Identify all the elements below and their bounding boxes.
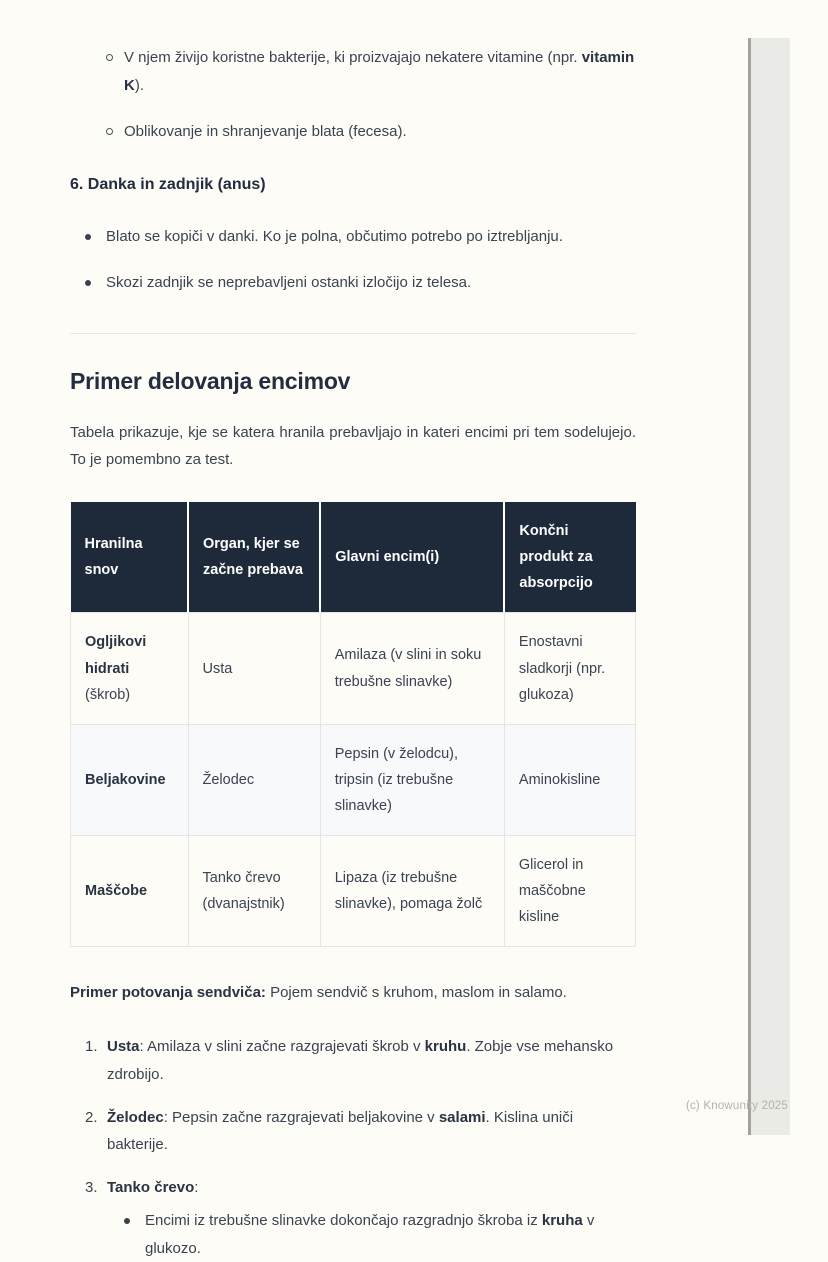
text-segment: Želodec [107,1108,164,1126]
table-header-cell: Organ, kjer se začne prebava [188,502,320,613]
enzymes-table [70,502,636,947]
text-segment: Maščobe [85,883,148,900]
table-row [71,835,636,946]
large-intestine-functions-list [70,44,636,145]
text-segment: Pepsin (v želodcu), tripsin (iz trebušne slinavke) [334,745,459,814]
nested-bullet-list [107,1207,636,1262]
list-item-text [124,118,636,146]
list-item [85,1174,636,1262]
table-header-cell: Glavni encim(i) [320,502,504,613]
table-cell [320,613,504,724]
table-intro-paragraph: Tabela prikazuje, kje se katera hranila prebavljajo in kateri encimi pri tem sodelujejo. To je pomembno za test. [70,423,636,469]
text-segment: v glukozo. [145,1211,595,1257]
list-number: 1. [85,1038,98,1056]
text-segment: Amilaza (v slini in soku trebušne slinavke) [334,647,482,690]
table-cell [188,835,320,946]
text-segment: Aminokisline [518,771,601,788]
text-segment: Enostavni sladkorji (npr. glukoza) [518,634,606,703]
list-item [106,118,636,146]
text-segment: kruha [541,1211,583,1229]
list-item [124,1207,636,1262]
text-segment: V njem živijo koristne bakterije, ki proizvajajo nekatere vitamine (npr. [124,49,582,66]
table-cell [188,613,320,724]
list-item-text [145,1207,636,1262]
list-item [85,1104,636,1160]
text-segment: Skozi zadnjik se neprebavljeni ostanki izločijo iz telesa. [106,274,472,291]
scrollbar-track[interactable] [748,38,790,1135]
enzymes-section-title: Primer delovanja encimov [70,367,351,394]
circle-bullet-icon [106,54,113,61]
table-cell [71,613,189,724]
table-cell [504,835,635,946]
section-divider [70,333,636,334]
list-item [85,1033,636,1089]
list-item-text [106,223,636,251]
document-content [70,0,636,1262]
text-segment: : [194,1179,199,1197]
disc-bullet-icon [85,280,91,286]
list-item-text [107,1033,636,1089]
text-segment: (škrob) [85,686,131,703]
disc-bullet-icon [85,234,91,240]
text-segment: Pojem sendvič s kruhom, maslom in salamo. [265,984,567,1002]
table-row [71,724,636,835]
table-cell [188,724,320,835]
text-segment: . Zobje vse mehansko zdrobijo. [107,1038,614,1083]
text-segment: kruhu [424,1038,467,1056]
text-segment: : Pepsin začne razgrajevati beljakovine v [163,1108,439,1126]
text-segment: Beljakovine [85,771,166,788]
list-number: 2. [85,1108,98,1126]
list-item-text [107,1104,636,1160]
text-segment: salami [438,1108,486,1126]
text-segment: : Amilaza v slini začne razgrajevati škrob v [139,1038,425,1056]
section-6-bullet-list [70,223,636,297]
section-6-heading: 6. Danka in zadnjik (anus) [70,176,266,194]
text-segment: Tanko črevo (dvanajstnik) [202,870,285,913]
text-segment: Ogljikovi hidrati [85,634,147,677]
text-segment: Želodec [202,771,255,788]
list-item [85,223,636,251]
table-cell [320,835,504,946]
disc-bullet-icon [124,1218,130,1224]
list-item [85,269,636,297]
text-segment: Usta [202,660,233,677]
text-segment: Usta [107,1038,140,1056]
list-item-text [124,44,636,100]
table-header-cell: Hranilna snov [71,502,189,613]
list-item-text [107,1174,636,1262]
table-cell [504,613,635,724]
table-body [71,613,636,947]
text-segment: Tanko črevo [107,1179,195,1197]
table-head [71,502,636,613]
circle-bullet-icon [106,128,113,135]
text-segment: ). [134,76,145,94]
table-row [71,613,636,724]
table-header-row [71,502,636,613]
list-number: 3. [85,1179,98,1197]
table-cell [320,724,504,835]
text-segment: Glicerol in maščobne kisline [518,856,586,926]
text-segment: Oblikovanje in shranjevanje blata (fecesa). [124,122,407,140]
text-segment: Blato se kopiči v danki. Ko je polna, občutimo potrebo po iztrebljanju. [106,228,563,246]
text-segment: Primer potovanja sendviča: [70,984,266,1002]
text-segment: . Kislina uniči bakterije. [107,1108,574,1154]
sandwich-example-paragraph [70,979,636,1007]
table-header-cell: Končni produkt za absorpcijo [504,502,635,613]
list-item-text [106,269,636,297]
table-cell [71,724,189,835]
table-cell [71,835,189,946]
sandwich-journey-steps-list [70,1033,636,1262]
text-segment: vitamin K [124,49,635,94]
list-item [106,44,636,100]
table-cell [504,724,635,835]
text-segment: Encimi iz trebušne slinavke dokončajo razgradnjo škroba iz [145,1211,542,1229]
watermark: (c) Knowunity 2025 [685,1100,788,1112]
text-segment: Lipaza (iz trebušne slinavke), pomaga žolč [334,870,483,913]
